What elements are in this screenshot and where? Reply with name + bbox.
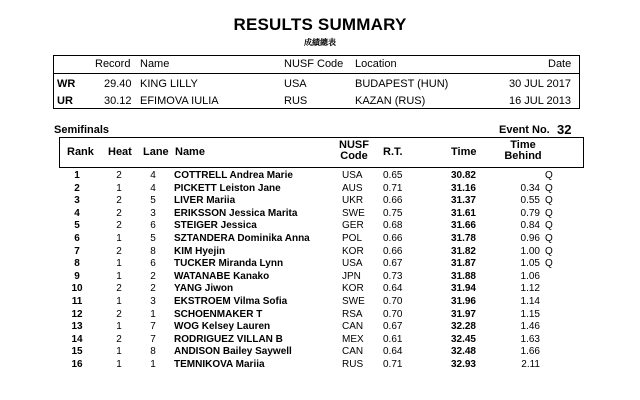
race-time: 31.66 (450, 220, 476, 232)
reaction-time: 0.66 (383, 233, 403, 244)
heat-cell: 2 (116, 195, 122, 207)
athlete-name: RODRIGUEZ VILLAN B (174, 333, 283, 345)
rank-cell: 2 (74, 182, 80, 194)
time-behind: 1.15 (520, 308, 540, 320)
record-time-ur: 30.12 (104, 95, 132, 107)
qualified-mark: Q (545, 195, 553, 207)
race-time: 31.88 (450, 270, 476, 282)
nusf-code: UKR (342, 195, 364, 207)
record-code-ur: RUS (284, 95, 308, 107)
record-location-ur: KAZAN (RUS) (355, 95, 426, 107)
athlete-name: TEMNIKOVA Mariia (174, 359, 265, 370)
reaction-time: 0.66 (383, 245, 403, 257)
rank-cell: 11 (71, 296, 83, 307)
table-row (0, 334, 640, 346)
nusf-code: KOR (342, 245, 364, 257)
results-col-time: Time (451, 146, 477, 158)
rank-cell: 5 (74, 220, 80, 232)
race-time: 32.45 (450, 333, 476, 345)
athlete-name: COTTRELL Andrea Marie (174, 170, 293, 181)
page-subtitle: 成績總表 (304, 38, 336, 47)
athlete-name: KIM Hyejin (174, 245, 226, 257)
athlete-name: TUCKER Miranda Lynn (174, 258, 284, 270)
race-time: 31.37 (450, 195, 476, 207)
nusf-code: RSA (342, 308, 363, 320)
lane-cell: 6 (150, 220, 156, 232)
heat-cell: 1 (116, 233, 122, 244)
race-time: 31.78 (450, 233, 476, 244)
results-col-name: Name (175, 146, 205, 158)
round-label: Semifinals (54, 124, 110, 136)
table-row (0, 346, 640, 358)
heat-cell: 2 (116, 333, 122, 345)
time-behind: 0.84 (520, 220, 540, 232)
athlete-name: STEIGER Jessica (174, 220, 257, 232)
results-col-lane: Lane (143, 146, 169, 158)
time-behind: 1.05 (520, 258, 540, 270)
nusf-code: USA (342, 170, 363, 181)
lane-cell: 7 (150, 333, 156, 345)
nusf-code: KOR (342, 283, 364, 295)
race-time: 31.61 (450, 207, 476, 219)
table-row (0, 283, 640, 295)
rank-cell: 7 (74, 245, 80, 257)
table-row (0, 321, 640, 333)
reaction-time: 0.71 (383, 359, 403, 370)
athlete-name: ERIKSSON Jessica Marita (174, 207, 298, 219)
table-row (0, 183, 640, 195)
table-row (0, 195, 640, 207)
nusf-code: CAN (342, 346, 364, 358)
race-time: 31.87 (450, 258, 476, 270)
lane-cell: 8 (150, 346, 156, 358)
nusf-code: JPN (342, 270, 361, 282)
time-behind: 1.63 (520, 333, 540, 345)
athlete-name: ANDISON Bailey Saywell (174, 346, 292, 358)
table-row (0, 296, 640, 308)
qualified-mark: Q (545, 170, 553, 181)
reaction-time: 0.66 (383, 195, 403, 207)
qualified-mark: Q (545, 245, 553, 257)
athlete-name: LIVER Mariia (174, 195, 236, 207)
qualified-mark: Q (545, 220, 553, 232)
reaction-time: 0.75 (383, 207, 403, 219)
rank-cell: 4 (74, 207, 80, 219)
lane-cell: 1 (150, 308, 156, 320)
nusf-code: POL (342, 233, 363, 244)
athlete-name: WOG Kelsey Lauren (174, 321, 271, 333)
nusf-code: CAN (342, 321, 364, 333)
nusf-code: SWE (342, 207, 365, 219)
records-col-date: Date (548, 58, 572, 70)
nusf-code: USA (342, 258, 363, 270)
race-time: 31.96 (450, 296, 476, 307)
heat-cell: 1 (116, 321, 122, 333)
rank-cell: 13 (71, 321, 83, 333)
race-time: 31.97 (450, 308, 476, 320)
records-col-code: NUSF Code (284, 58, 344, 70)
record-date-wr: 30 JUL 2017 (509, 78, 571, 90)
lane-cell: 2 (150, 270, 156, 282)
rank-cell: 15 (71, 346, 83, 358)
reaction-time: 0.64 (383, 283, 403, 295)
time-behind: 0.34 (520, 182, 540, 194)
table-row (0, 220, 640, 232)
lane-cell: 3 (150, 296, 156, 307)
race-time: 30.82 (450, 170, 476, 181)
time-behind: 1.46 (520, 321, 540, 333)
time-behind: 1.12 (520, 283, 540, 295)
race-time: 32.93 (450, 359, 476, 370)
record-type-wr: WR (57, 78, 76, 90)
rank-cell: 8 (74, 258, 80, 270)
heat-cell: 2 (116, 170, 122, 181)
nusf-code: SWE (342, 296, 365, 307)
record-name-ur: EFIMOVA IULIA (140, 95, 219, 107)
rank-cell: 3 (74, 195, 80, 207)
athlete-name: YANG Jiwon (174, 283, 234, 295)
time-behind: 2.11 (521, 359, 540, 370)
heat-cell: 1 (116, 346, 122, 358)
heat-cell: 2 (116, 220, 122, 232)
record-type-ur: UR (57, 95, 73, 107)
table-row (0, 233, 640, 245)
lane-cell: 4 (150, 170, 156, 181)
record-code-wr: USA (284, 78, 307, 90)
heat-cell: 1 (116, 296, 122, 307)
athlete-name: WATANABE Kanako (174, 270, 270, 282)
qualified-mark: Q (545, 258, 553, 270)
reaction-time: 0.67 (383, 258, 403, 270)
race-time: 31.94 (450, 283, 476, 295)
time-behind: 0.79 (520, 207, 540, 219)
rank-cell: 1 (74, 170, 80, 181)
rank-cell: 10 (71, 283, 83, 295)
reaction-time: 0.70 (383, 308, 403, 320)
lane-cell: 4 (150, 182, 156, 194)
lane-cell: 5 (150, 233, 156, 244)
reaction-time: 0.71 (383, 182, 403, 194)
table-row (0, 271, 640, 283)
record-name-wr: KING LILLY (140, 78, 198, 90)
rank-cell: 9 (74, 270, 80, 282)
rank-cell: 14 (71, 333, 83, 345)
table-row (0, 359, 640, 371)
reaction-time: 0.65 (383, 170, 403, 181)
time-behind: 0.96 (520, 233, 540, 244)
page-title: RESULTS SUMMARY (233, 15, 407, 34)
race-time: 31.82 (450, 245, 476, 257)
qualified-mark: Q (545, 207, 553, 219)
athlete-name: SZTANDERA Dominika Anna (174, 233, 310, 244)
rank-cell: 12 (71, 308, 83, 320)
race-time: 32.48 (450, 346, 476, 358)
heat-cell: 2 (116, 245, 122, 257)
athlete-name: EKSTROEM Vilma Sofia (174, 296, 288, 307)
heat-cell: 1 (116, 359, 122, 370)
results-col-rank: Rank (67, 146, 94, 158)
lane-cell: 1 (150, 359, 156, 370)
reaction-time: 0.70 (383, 296, 403, 307)
lane-cell: 5 (150, 195, 156, 207)
reaction-time: 0.64 (383, 346, 403, 358)
lane-cell: 6 (150, 258, 156, 270)
nusf-code: AUS (342, 182, 363, 194)
results-col-heat: Heat (108, 146, 132, 158)
heat-cell: 2 (116, 283, 122, 295)
heat-cell: 1 (116, 182, 122, 194)
event-number: 32 (557, 122, 572, 137)
heat-cell: 2 (116, 308, 122, 320)
heat-cell: 2 (116, 207, 122, 219)
time-behind: 1.14 (520, 296, 540, 307)
rank-cell: 6 (74, 233, 80, 244)
table-row (0, 170, 640, 182)
records-col-record: Record (95, 58, 131, 70)
records-col-name: Name (140, 58, 170, 70)
results-col-code: NUSF Code (339, 139, 369, 162)
time-behind: 1.00 (520, 245, 540, 257)
event-label: Event No. (499, 124, 550, 136)
reaction-time: 0.67 (383, 321, 403, 333)
lane-cell: 2 (150, 283, 156, 295)
race-time: 32.28 (450, 321, 476, 333)
record-location-wr: BUDAPEST (HUN) (355, 78, 449, 90)
race-time: 31.16 (450, 182, 476, 194)
qualified-mark: Q (545, 233, 553, 244)
record-time-wr: 29.40 (104, 78, 132, 90)
lane-cell: 3 (150, 207, 156, 219)
heat-cell: 1 (116, 258, 122, 270)
qualified-mark: Q (545, 182, 553, 194)
time-behind: 1.66 (520, 346, 540, 358)
records-col-location: Location (355, 58, 397, 70)
table-row (0, 246, 640, 258)
results-col-behind: Time Behind (504, 139, 542, 162)
nusf-code: GER (342, 220, 364, 232)
nusf-code: RUS (342, 359, 364, 370)
lane-cell: 8 (150, 245, 156, 257)
table-row (0, 258, 640, 270)
table-row (0, 309, 640, 321)
time-behind: 0.55 (520, 195, 540, 207)
nusf-code: MEX (342, 333, 364, 345)
time-behind: 1.06 (520, 270, 540, 282)
reaction-time: 0.61 (383, 333, 403, 345)
table-row (0, 208, 640, 220)
athlete-name: PICKETT Leiston Jane (174, 182, 281, 194)
reaction-time: 0.68 (383, 220, 403, 232)
records-header-divider (54, 73, 579, 74)
reaction-time: 0.73 (383, 270, 403, 282)
athlete-name: SCHOENMAKER T (174, 308, 263, 320)
lane-cell: 7 (150, 321, 156, 333)
results-col-rt: R.T. (383, 146, 403, 158)
rank-cell: 16 (71, 359, 83, 370)
heat-cell: 1 (116, 270, 122, 282)
record-date-ur: 16 JUL 2013 (509, 95, 571, 107)
